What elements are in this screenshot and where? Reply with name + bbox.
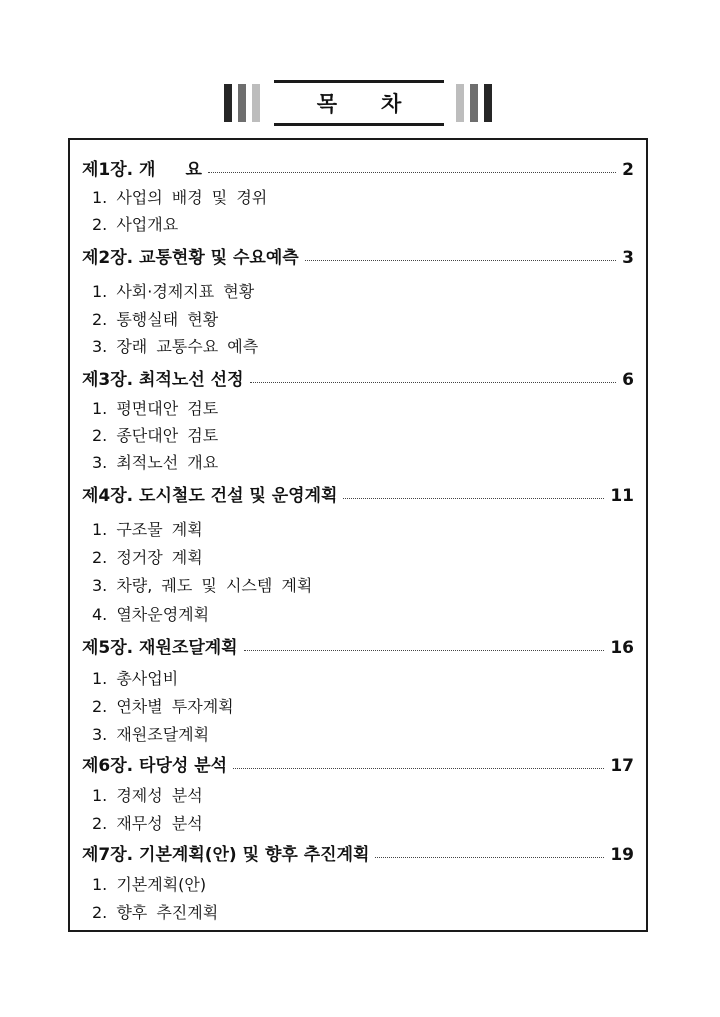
toc-item[interactable]: 2. 통행실태 현황: [92, 310, 219, 329]
chapter-title: 제7장. 기본계획(안) 및 향후 추진계획: [82, 845, 370, 865]
toc-item[interactable]: 3. 차량, 궤도 및 시스템 계획: [92, 576, 313, 595]
chapter-title: 제4장. 도시철도 건설 및 운영계획: [82, 486, 338, 506]
chapter-title: 제3장. 최적노선 선정: [82, 370, 244, 390]
dot-leader: [343, 497, 604, 499]
chapter-page-number: 16: [610, 638, 634, 658]
toc-chapter-2[interactable]: [82, 242, 634, 268]
toc-chapter-1[interactable]: [82, 154, 634, 180]
dot-leader: [244, 649, 605, 651]
toc-item[interactable]: 1. 사회·경제지표 현황: [92, 282, 255, 301]
chapter-page-number: 11: [610, 486, 634, 506]
toc-item[interactable]: 2. 향후 추진계획: [92, 903, 219, 922]
toc-item[interactable]: 1. 사업의 배경 및 경위: [92, 188, 268, 207]
chapter-page-number: 6: [622, 370, 634, 390]
toc-item[interactable]: 3. 장래 교통수요 예측: [92, 337, 259, 356]
toc-chapter-5[interactable]: [82, 632, 634, 658]
toc-item[interactable]: 1. 경제성 분석: [92, 786, 203, 805]
chapter-page-number: 2: [622, 160, 634, 180]
dot-leader: [375, 856, 604, 858]
toc-item[interactable]: 2. 재무성 분석: [92, 814, 203, 833]
toc-item[interactable]: 3. 최적노선 개요: [92, 453, 219, 472]
title-decoration-right: [454, 84, 496, 122]
chapter-page-number: 3: [622, 248, 634, 268]
toc-item[interactable]: 2. 종단대안 검토: [92, 426, 219, 445]
chapter-title: 제5장. 재원조달계획: [82, 638, 238, 658]
toc-chapter-7[interactable]: [82, 839, 634, 865]
dot-leader: [250, 381, 617, 383]
chapter-title: 제2장. 교통현황 및 수요예측: [82, 248, 299, 268]
page-title: [274, 80, 444, 126]
chapter-title: 제6장. 타당성 분석: [82, 756, 228, 776]
toc-item[interactable]: 1. 총사업비: [92, 669, 179, 688]
chapter-page-number: 17: [610, 756, 634, 776]
toc-item[interactable]: 1. 구조물 계획: [92, 520, 203, 539]
chapter-title: 제1장. 개 요: [82, 160, 202, 180]
toc-item[interactable]: 1. 기본계획(안): [92, 875, 207, 894]
title-char-2: 차: [381, 92, 402, 116]
toc-chapter-6[interactable]: [82, 750, 634, 776]
toc-item[interactable]: 2. 정거장 계획: [92, 548, 203, 567]
toc-title-bar: [0, 80, 720, 126]
toc-item[interactable]: 3. 재원조달계획: [92, 725, 210, 744]
toc-item[interactable]: 4. 열차운영계획: [92, 605, 210, 624]
toc-item[interactable]: 1. 평면대안 검토: [92, 399, 219, 418]
toc-chapter-3[interactable]: [82, 364, 634, 390]
chapter-page-number: 19: [610, 845, 634, 865]
toc-box: [68, 138, 648, 932]
title-decoration-left: [224, 84, 266, 122]
dot-leader: [305, 259, 616, 261]
toc-item[interactable]: 2. 연차별 투자계획: [92, 697, 234, 716]
dot-leader: [208, 171, 616, 173]
toc-chapter-4[interactable]: [82, 480, 634, 506]
toc-item[interactable]: 2. 사업개요: [92, 215, 179, 234]
title-char-1: 목: [316, 92, 337, 116]
dot-leader: [233, 767, 604, 769]
